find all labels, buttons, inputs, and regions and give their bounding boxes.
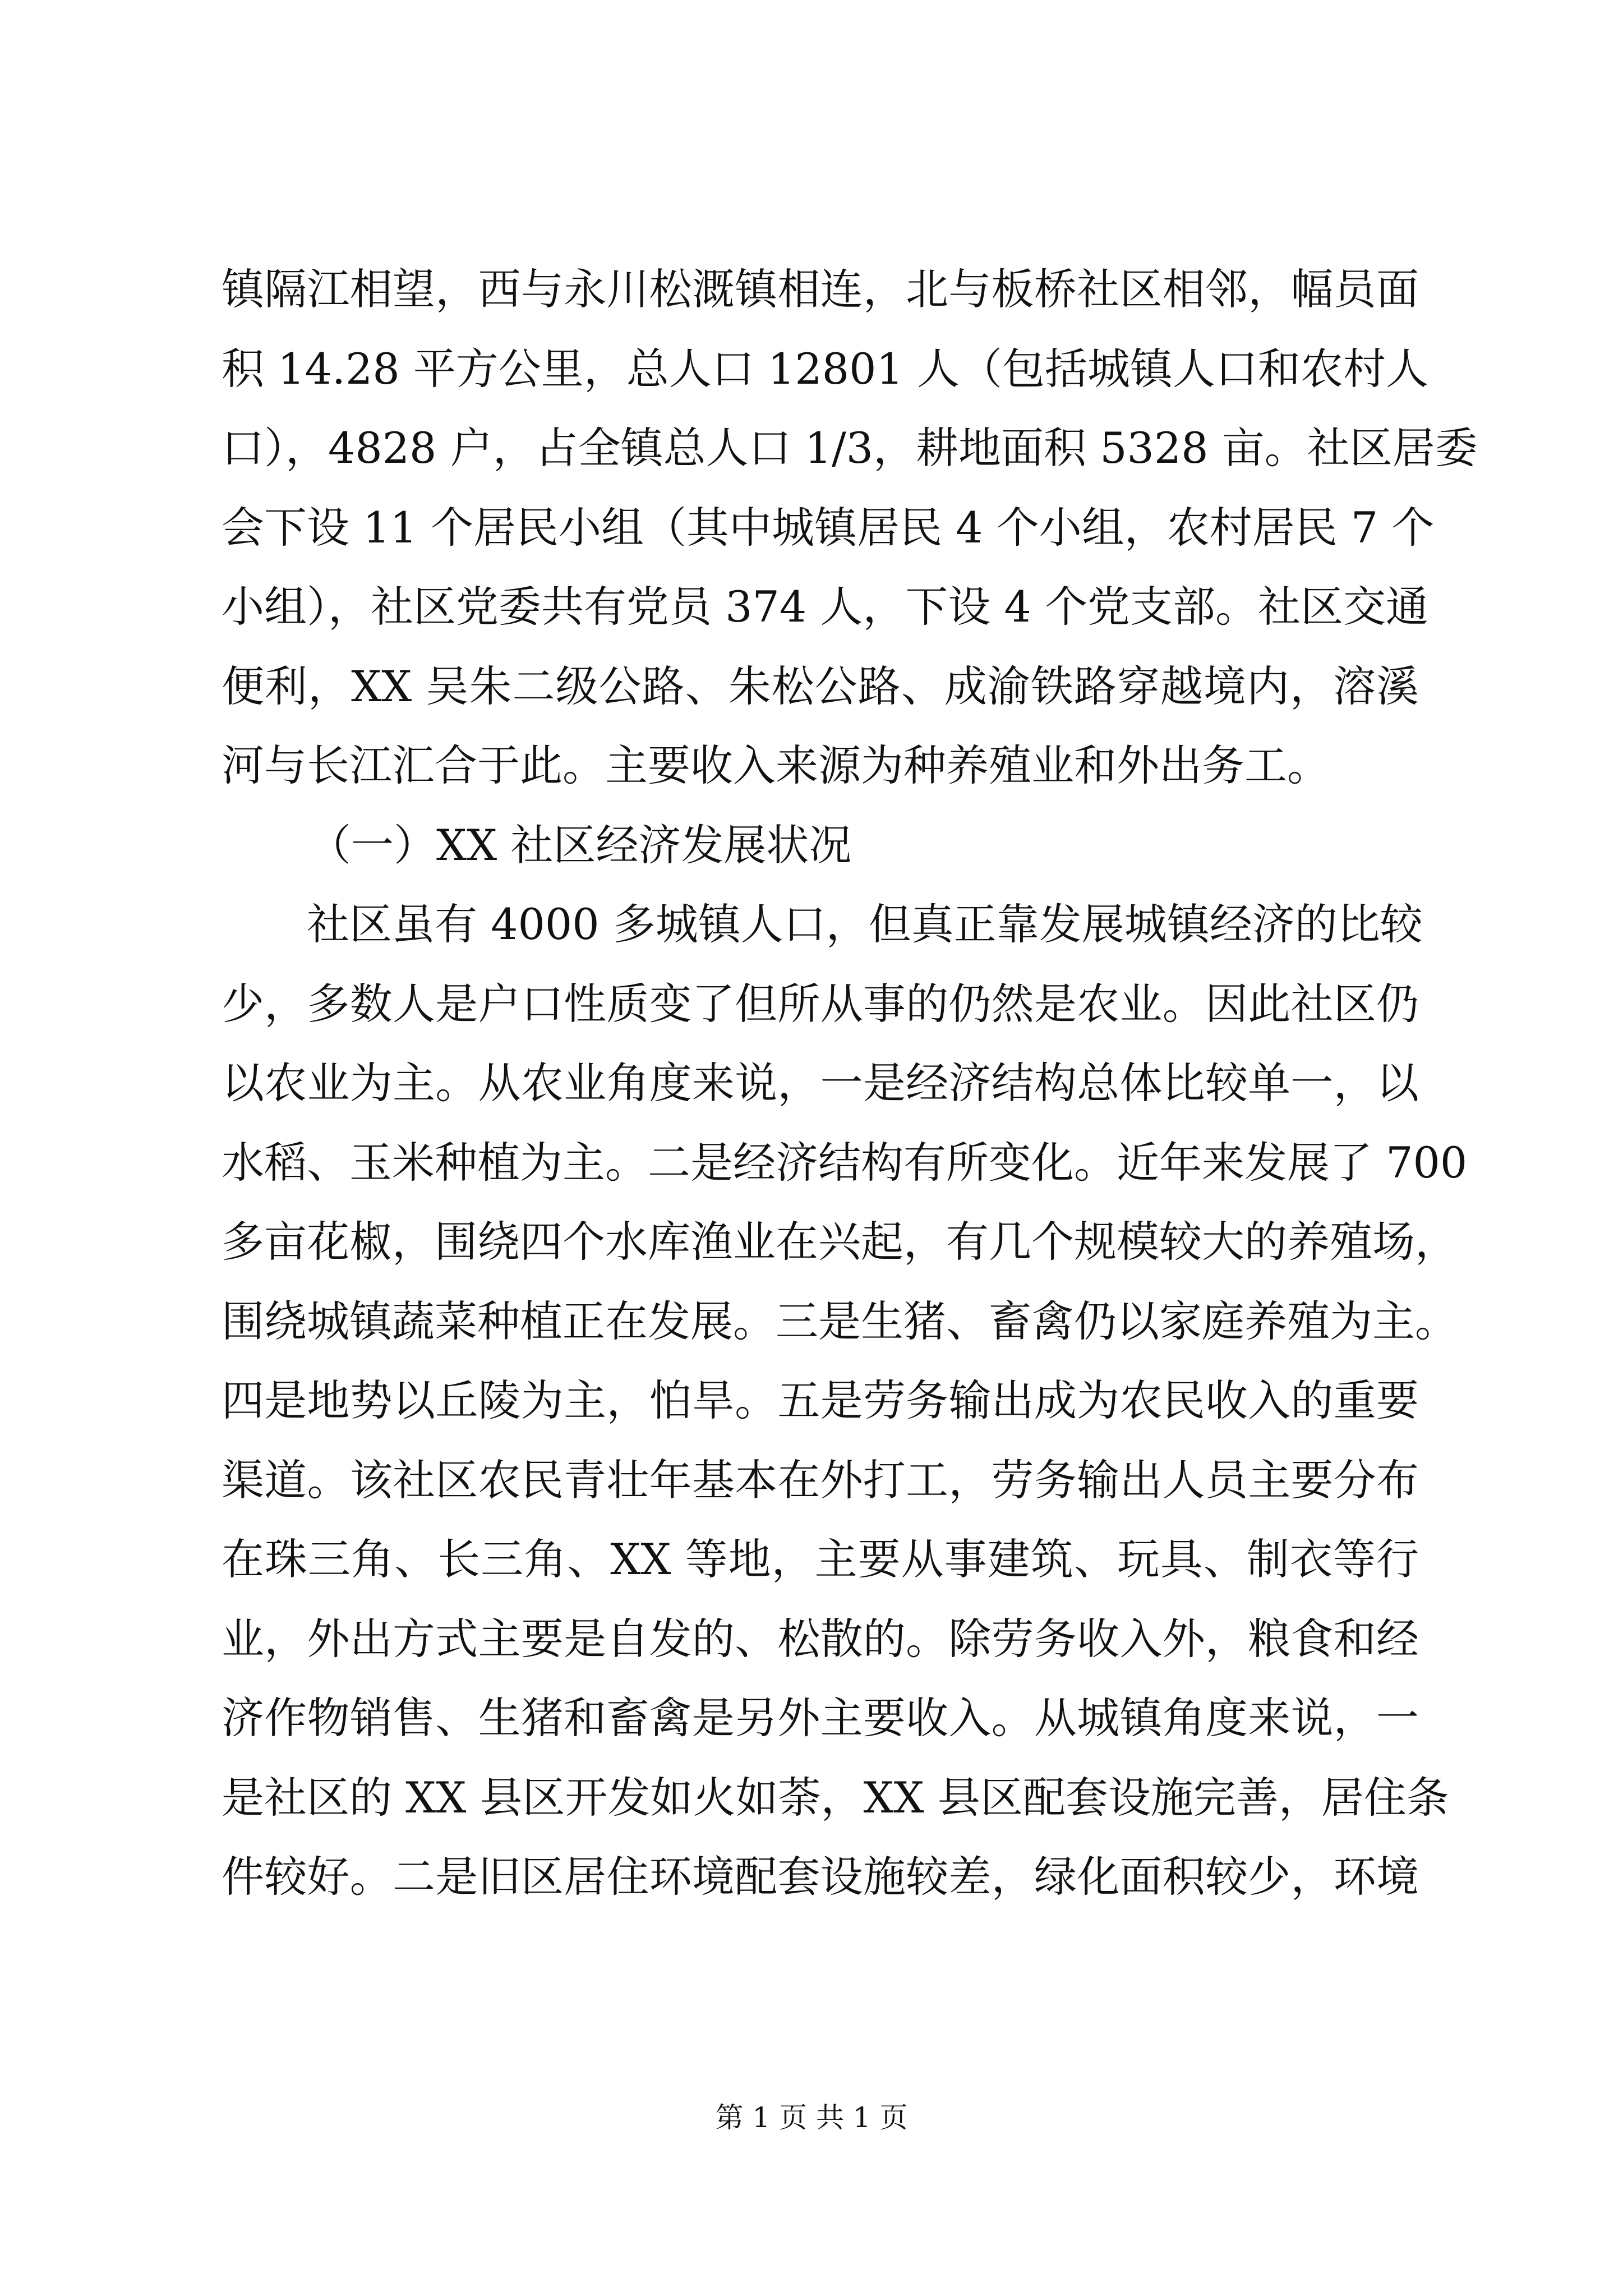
text-line: 少，多数人是户口性质变了但所从事的仍然是农业。因此社区仍: [222, 978, 1419, 1029]
text-line: 业，外出方式主要是自发的、松散的。除劳务收入外，粮食和经: [222, 1613, 1419, 1664]
text-line: 小组），社区党委共有党员 374 人，下设 4 个党支部。社区交通: [222, 582, 1429, 632]
text-line: 在珠三角、长三角、XX 等地，主要从事建筑、玩具、制衣等行: [222, 1534, 1419, 1584]
text-line: 多亩花椒，围绕四个水库渔业在兴起，有几个规模较大的养殖场，: [222, 1217, 1458, 1267]
text-line: 济作物销售、生猪和畜禽是另外主要收入。从城镇角度来说，一: [222, 1693, 1419, 1743]
text-line: 镇隔江相望，西与永川松溉镇相连，北与板桥社区相邻，幅员面: [222, 264, 1419, 314]
text-line: 积 14.28 平方公里，总人口 12801 人（包括城镇人口和农村人: [222, 343, 1428, 394]
text-line: 四是地势以丘陵为主，怕旱。五是劳务输出成为农民收入的重要: [222, 1375, 1419, 1425]
text-line: 渠道。该社区农民青壮年基本在外打工，劳务输出人员主要分布: [222, 1455, 1419, 1505]
text-line: 便利，XX 吴朱二级公路、朱松公路、成渝铁路穿越境内，溶溪: [222, 661, 1419, 711]
body-text: [222, 250, 1478, 1917]
text-line: 围绕城镇蔬菜种植正在发展。三是生猪、畜禽仍以家庭养殖为主。: [222, 1296, 1458, 1346]
text-line: 是社区的 XX 县区开发如火如荼，XX 县区配套设施完善，居住条: [222, 1772, 1449, 1823]
section-heading: （一）XX 社区经济发展状况: [308, 820, 852, 870]
text-line: 口），4828 户，占全镇总人口 1/3，耕地面积 5328 亩。社区居委: [222, 423, 1478, 473]
text-line: 社区虽有 4000 多城镇人口，但真正靠发展城镇经济的比较: [307, 899, 1423, 949]
text-line: 件较好。二是旧区居住环境配套设施较差，绿化面积较少，环境: [222, 1852, 1419, 1902]
text-line: 河与长江汇合于此。主要收入来源为种养殖业和外出务工。: [222, 740, 1330, 790]
text-line: 水稻、玉米种植为主。二是经济结构有所变化。近年来发展了 700: [222, 1137, 1468, 1188]
page-footer: 第 1 页 共 1 页: [715, 2101, 908, 2134]
text-line: 以农业为主。从农业角度来说，一是经济结构总体比较单一，以: [222, 1058, 1419, 1108]
text-line: 会下设 11 个居民小组（其中城镇居民 4 个小组，农村居民 7 个: [222, 502, 1435, 553]
